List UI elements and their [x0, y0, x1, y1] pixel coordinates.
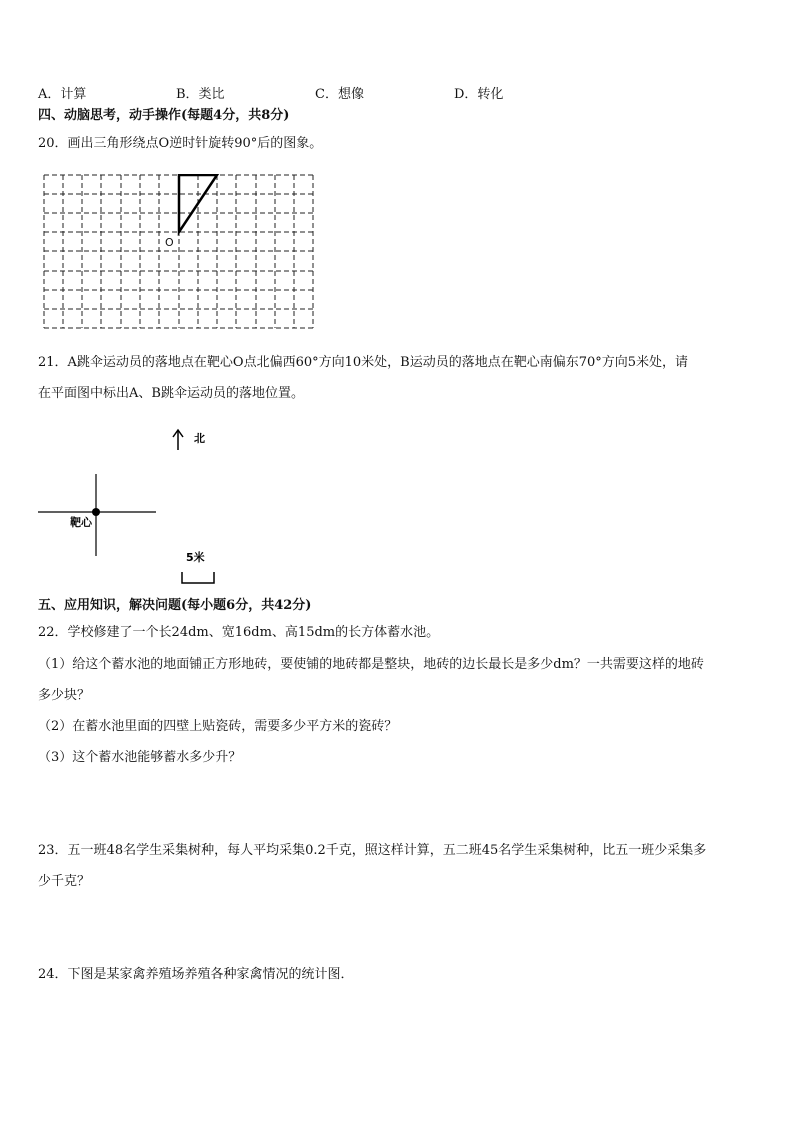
- question-20-text: 20．画出三角形绕点O逆时针旋转90°后的图象。: [38, 136, 323, 151]
- question-22-part1-line1: （1）给这个蓄水池的地面铺正方形地砖，要使铺的地砖都是整块，地砖的边长最长是多少dm？一共需要这样的地砖: [38, 657, 704, 672]
- question-21-line2: 在平面图中标出A、B跳伞运动员的落地位置。: [38, 386, 304, 401]
- section-4-heading: 四、动脑思考，动手操作(每题4分，共8分): [38, 108, 290, 123]
- compass-figure: [36, 426, 236, 592]
- question-23-line2: 少千克？: [38, 874, 91, 889]
- question-22-part1-line2: 多少块？: [38, 688, 91, 703]
- question-22-part3: （3）这个蓄水池能够蓄水多少升？: [38, 750, 242, 765]
- option-a: A．计算: [38, 87, 87, 102]
- scale-label: 5米: [186, 551, 205, 564]
- rotation-grid-figure: [43, 174, 315, 334]
- point-o-label: O: [165, 236, 174, 249]
- option-c: C．想像: [315, 87, 364, 102]
- question-24-text: 24．下图是某家禽养殖场养殖各种家禽情况的统计图．: [38, 967, 354, 982]
- option-d: D．转化: [454, 87, 504, 102]
- bullseye-label: 靶心: [70, 516, 92, 529]
- section-5-heading: 五、应用知识，解决问题(每小题6分，共42分): [38, 598, 312, 613]
- bullseye-dot: [92, 508, 100, 516]
- question-23-line1: 23．五一班48名学生采集树种，每人平均采集0.2千克，照这样计算，五二班45名学生采集树种，比五一班少采集多: [38, 843, 707, 858]
- question-21-line1: 21．A跳伞运动员的落地点在靶心O点北偏西60°方向10米处，B运动员的落地点在靶心南偏东70°方向5米处，请: [38, 355, 689, 370]
- dashed-grid: [43, 174, 315, 330]
- compass-diagram: [36, 426, 236, 588]
- question-22-intro: 22．学校修建了一个长24dm、宽16dm、高15dm的长方体蓄水池。: [38, 625, 440, 640]
- option-b: B．类比: [176, 87, 225, 102]
- question-22-part2: （2）在蓄水池里面的四壁上贴瓷砖，需要多少平方米的瓷砖？: [38, 719, 398, 734]
- scale-bar: [182, 572, 214, 583]
- north-label: 北: [194, 432, 205, 445]
